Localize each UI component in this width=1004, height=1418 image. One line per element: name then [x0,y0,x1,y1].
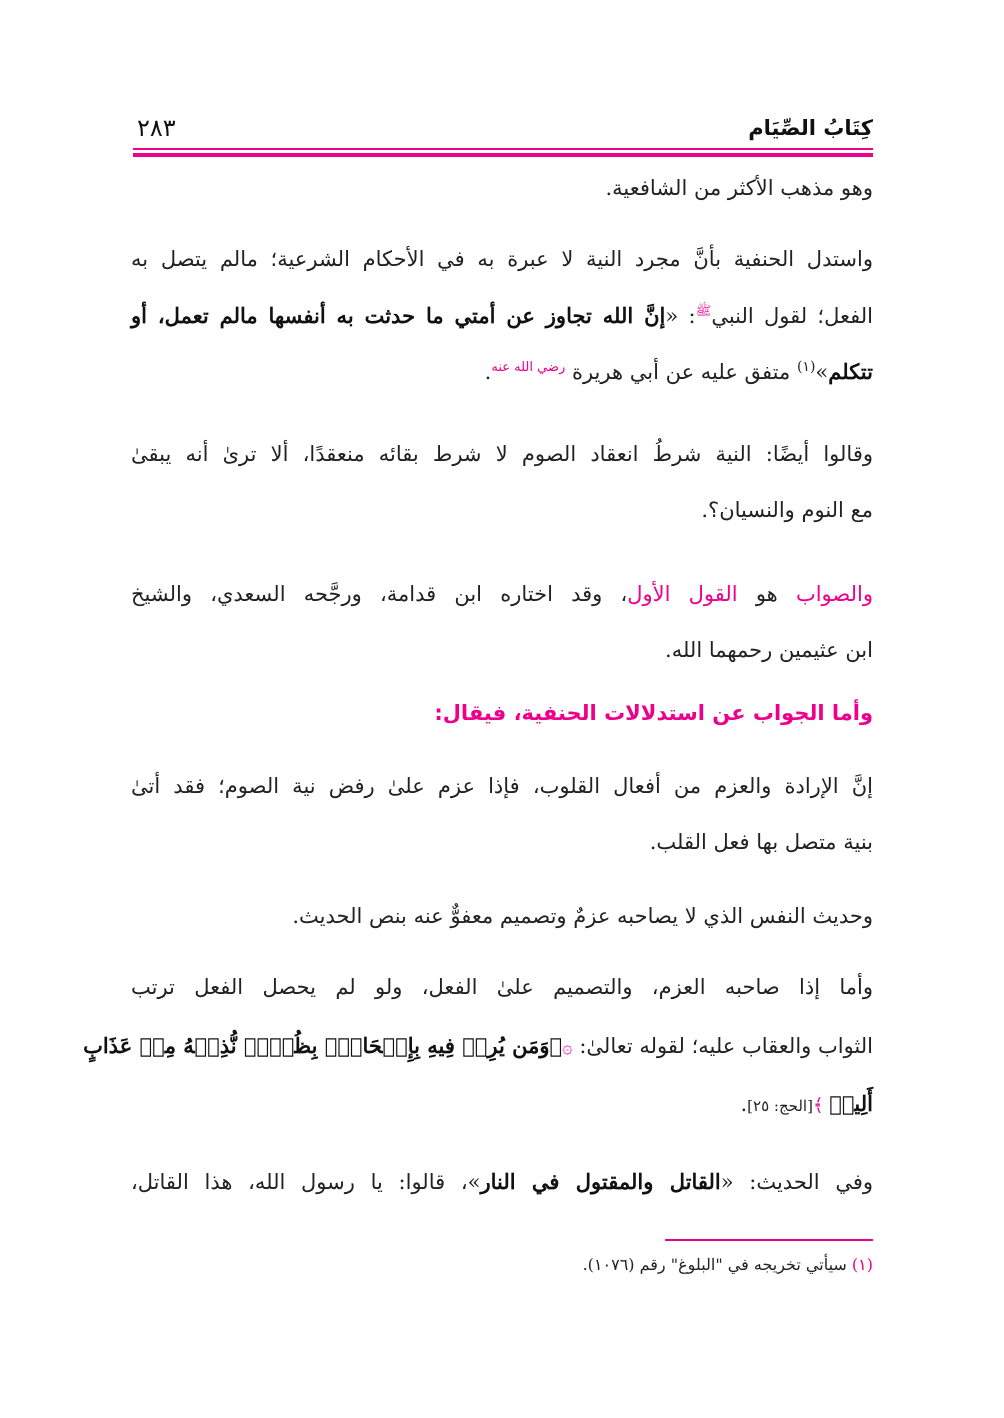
footnote-separator [665,1239,873,1241]
highlight-first-opinion: القول الأول [627,582,738,606]
text-line-2: واستدل الحنفية بأنَّ مجرد النية لا عبرة به في الأحكام الشرعية؛ مالم يتصل به [131,247,873,271]
text-line-3: الفعل؛ لقول النبي$^ﷺ$: «إنَّ الله تجاوز عن أمتي ما حدثت به أنفسها مالم تعمل، أو [131,303,873,328]
text-line-5: وقالوا أيضًا: النية شرطُ انعقاد الصوم لا شرط بقائه منعقدًا، ألا ترىٰ أنه يبقىٰ [131,442,873,466]
text-line-9: إنَّ الإرادة والعزم من أفعال القلوب، فإذا عزم علىٰ رفض نية الصوم؛ فقد أتىٰ [131,774,873,798]
hadith-text: إنَّ الله تجاوز عن أمتي ما حدثت به أنفسها مالم تعمل، أو [131,303,666,328]
header-rule-thick [133,153,873,157]
footnote [583,1255,873,1274]
text-line-4: تتكلم»$^{(١)}$ متفق عليه عن أبي هريرة $^{رضي الله عنه}$. [484,359,873,384]
header-rule-thin [133,148,873,150]
quran-marker-icon: ۞ [562,1037,573,1058]
quran-close-icon: ﴾ [812,1095,830,1116]
highlight-sawab: والصواب [795,582,873,606]
text-line-14: أَلِيمٖ ﴾[الحج: ٢٥]. [740,1091,873,1116]
text-line-8: ابن عثيمين رحمهما الله. [665,638,873,662]
salutation-icon: ﷺ [695,304,712,319]
section-heading: وأما الجواب عن استدلالات الحنفية، فيقال: [434,701,873,725]
page-header [133,108,873,152]
radiya-icon: رضي الله عنه [491,360,566,375]
verse-reference: [الحج: ٢٥] [747,1097,813,1115]
text-line-11: وحديث النفس الذي لا يصاحبه عزمٌ وتصميم معفوٌّ عنه بنص الحديث. [292,904,873,928]
footnote-text: سيأتي تخريجه في "البلوغ" رقم (١٠٧٦). [582,1255,852,1274]
book-title: كِتَابُ الصِّيَام [748,116,873,140]
text-line-7: والصواب هو القول الأول، وقد اختاره ابن قدامة، ورجَّحه السعدي، والشيخ [131,582,873,606]
text-line-13: الثواب والعقاب عليه؛ لقوله تعالىٰ: ۞﴿وَمَن يُرِدۡ فِيهِ بِإِلۡحَادِۭ بِظُلۡمٖ نُّذِقۡهُ مِنۡ عَذَابٍ [83,1033,873,1058]
footnote-number: (١) [851,1255,873,1274]
hadith-text-2: القاتل والمقتول في النار [480,1169,721,1194]
text-line-1: وهو مذهب الأكثر من الشافعية. [605,176,873,200]
page-number: ٢٨٣ [137,114,176,142]
quran-verse: ﴿وَمَن يُرِدۡ فِيهِ بِإِلۡحَادِۭ بِظُلۡمٖ نُّذِقۡهُ مِنۡ عَذَابٍ [83,1033,563,1058]
text-line-15: وفي الحديث: «القاتل والمقتول في النار»، قالوا: يا رسول الله، هذا القاتل، [131,1169,874,1194]
text-line-10: بنية متصل بها فعل القلب. [649,830,873,854]
text-line-6: مع النوم والنسيان؟. [701,498,873,522]
footnote-ref[interactable]: (١) [796,359,816,375]
text-line-12: وأما إذا صاحبه العزم، والتصميم علىٰ الفعل، ولو لم يحصل الفعل ترتب [131,975,873,999]
